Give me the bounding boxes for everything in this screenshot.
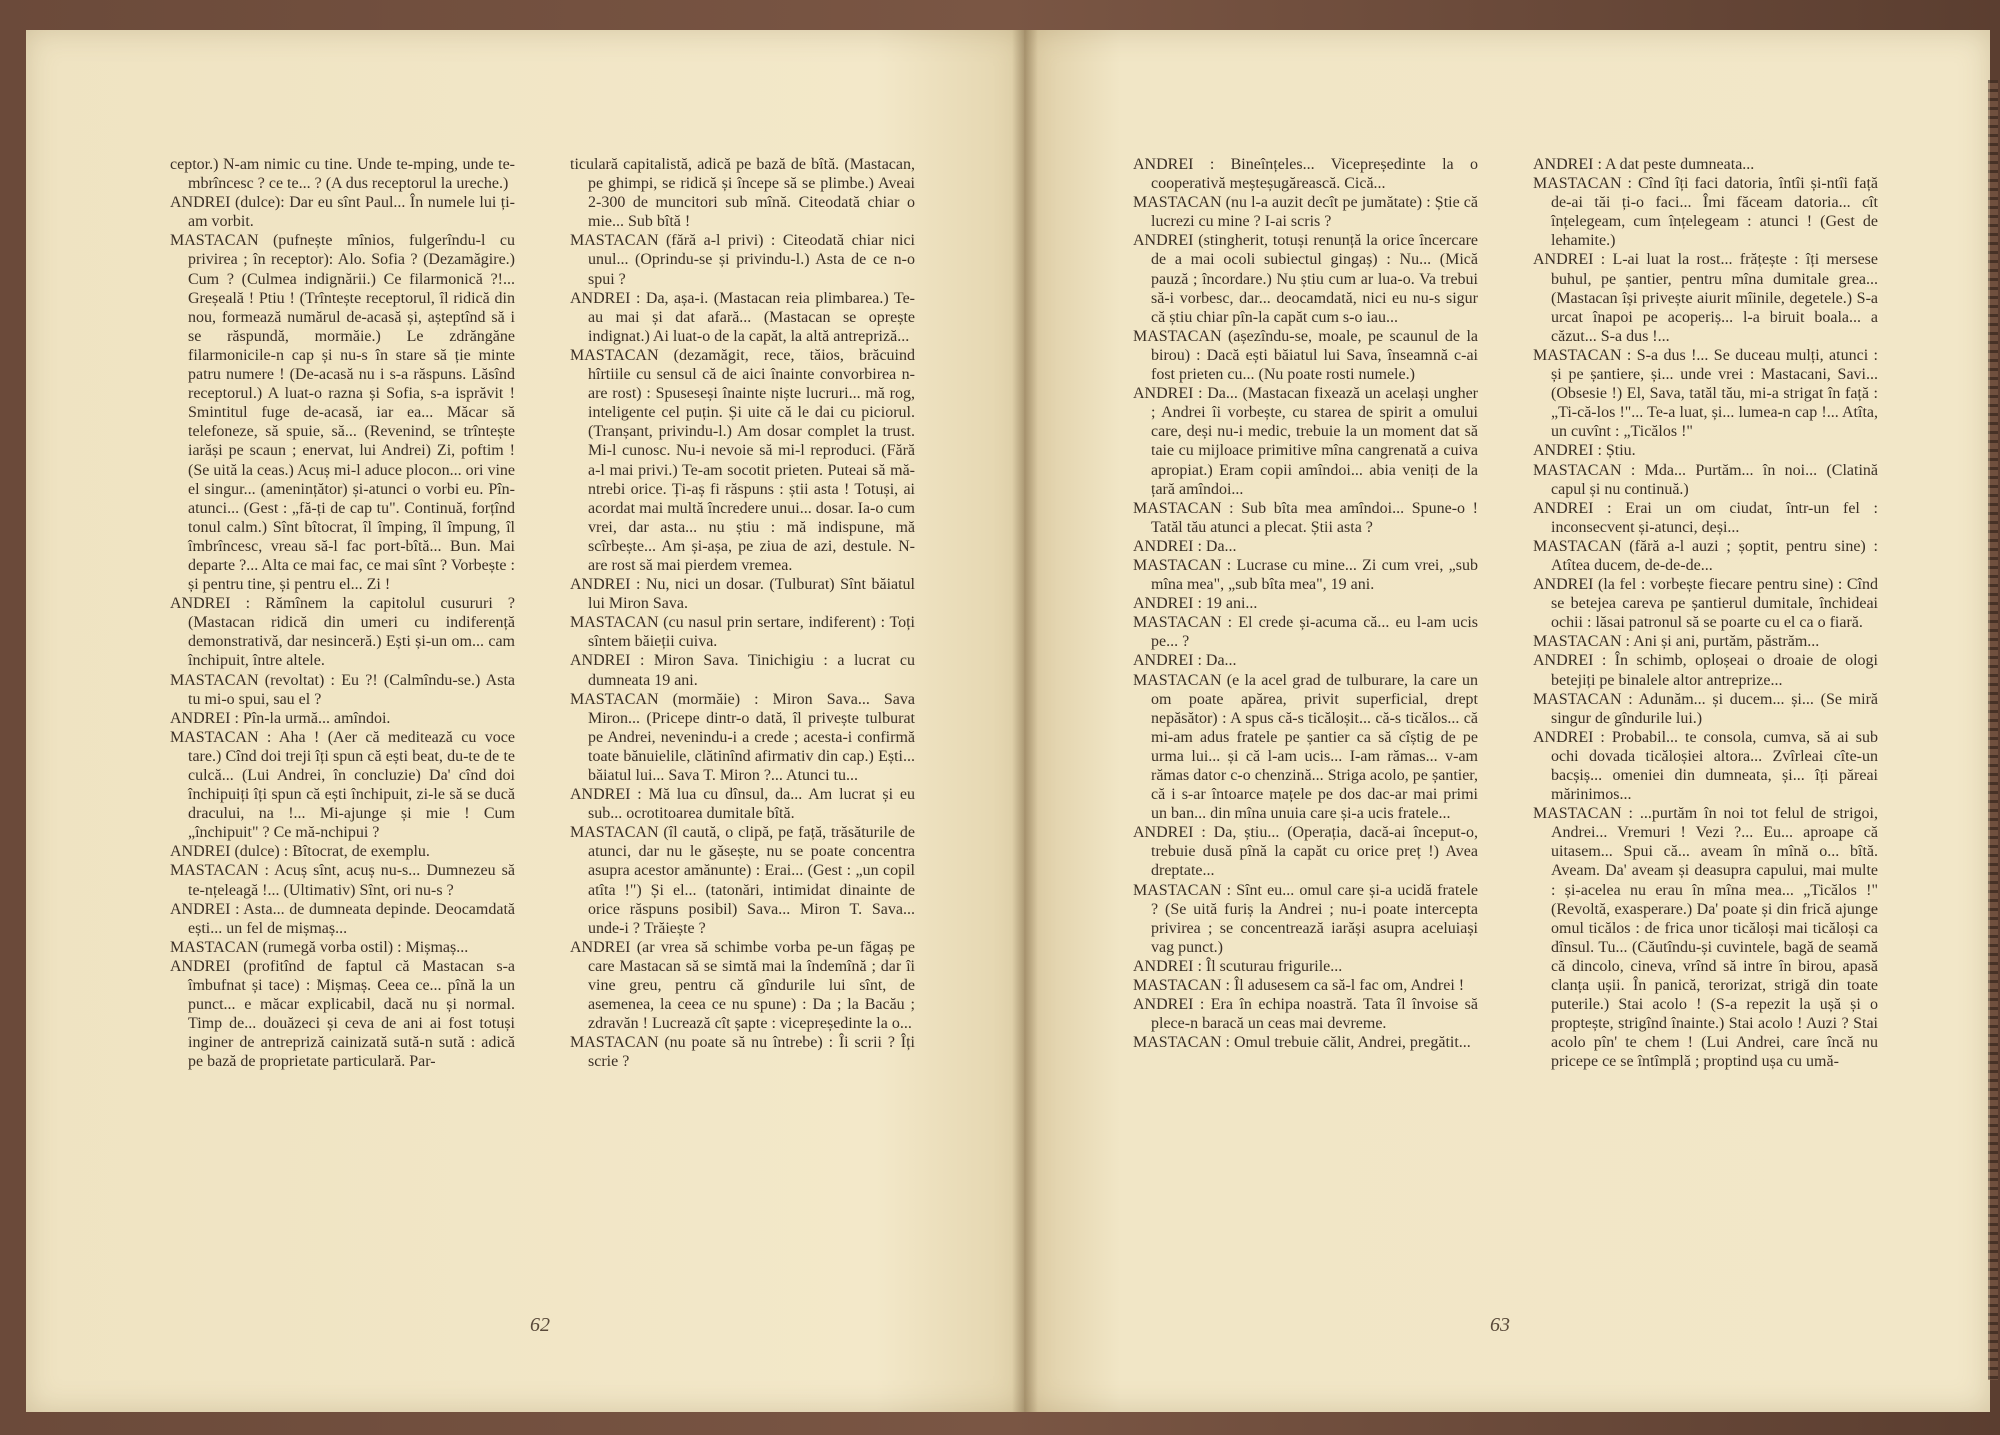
- paragraph: ANDREI : Da, știu... (Operația, dacă-ai început-o, trebuie dusă pînă la capăt cu orice preț !) Avea dreptate...: [1133, 824, 1478, 880]
- paragraph: MASTACAN : Omul trebuie călit, Andrei, pregătit...: [1133, 1034, 1471, 1052]
- paragraph: ANDREI : Probabil... te consola, cumva, să ai sub ochi dovada ticăloșiei altora... Zvîrleai cîte-un bacșiș... omeniei din dumneata, și... îți păreai mărinimos...: [1533, 728, 1878, 804]
- paragraph: MASTACAN (pufnește mînios, fulgerîndu-l cu privirea ; în receptor): Alo. Sofia ? (Dezamăgire.) Cum ? (Culmea indignării.) Ce filarmonică ?!... Greșeală ! Ptiu ! (Trîntește receptorul, îl ridică din nou, formează numărul de-acasă și, așteptînd să i se răspundă, mormăie.) Le zdrăngăne filarmonicile-n cap și nu-s în stare să ție minte patru numere ! (De-acasă nu i s-a răspuns. Lăsînd receptorul.) A luat-o razna și Sofia, s-a isprăvit ! Smintitul fuge de-acasă, iar ea... Măcar să telefoneze, să spuie, să... (Revenind, se trîntește iarăși pe scaun ; enervat, lui Andrei) Zi, poftim ! (Se uită la ceas.) Acuș mi-l aduce plocon... ori vine el singur... (amenințător) și-atunci o vorbi eu. Pîn-atunci... (Gest : „fă-ți de cap tu". Continuă, forțînd tonul calm.) Sînt bîtocrat, îl împing, îl împung, îl îmbrîncesc, vreau să-l fac port-bîtă... Bun. Mai departe ?... Alta ce mai fac, ce mai sînt ? Vorbește : și pentru tine, și pentru el... Zi !: [170, 232, 515, 594]
- paragraph: ANDREI : Pîn-la urmă... amîndoi.: [170, 709, 391, 727]
- paragraph: ANDREI : Miron Sava. Tinichigiu : a lucrat cu dumneata 19 ani.: [570, 652, 915, 689]
- paragraph: MASTACAN (nu poate să nu întrebe) : Îi scrii ? Îți scrie ?: [570, 1034, 915, 1071]
- paragraph: ANDREI : Asta... de dumneata depinde. Deocamdată ești... un fel de mișmaș...: [170, 900, 515, 937]
- left-page-column-1: [170, 155, 515, 1072]
- paragraph: MASTACAN : Adunăm... și ducem... și... (Se miră singur de gîndurile lui.): [1533, 690, 1878, 727]
- paragraph: ANDREI (ar vrea să schimbe vorba pe-un făgaș pe care Mastacan să se simtă mai la îndemînă ; dar îi vine greu, pentru că gîndurile lui sînt, de asemenea, la ceea ce nu spune) : Da ; la Bacău ; zdravăn ! Lucrează cît șapte : vicepreședinte la o...: [570, 938, 915, 1033]
- paragraph: MASTACAN : Sub bîta mea amîndoi... Spune-o ! Tatăl tău atunci a plecat. Știi asta ?: [1133, 499, 1478, 536]
- left-page-column-2: [570, 155, 915, 1072]
- paragraph: MASTACAN : Aha ! (Aer că meditează cu voce tare.) Cînd doi treji îți spun că ești beat, du-te de te culcă... (Lui Andrei, în concluzie) Da' cînd doi închipuiți îți spun că ești închipuit, zi-le să se ducă dracului, na !... Mi-ajunge și mie ! Cum „închipuit" ? Ce mă-nchipui ?: [170, 728, 515, 842]
- right-page-column-1: [1133, 155, 1478, 1052]
- paragraph: ANDREI : Da... (Mastacan fixează un același ungher ; Andrei îi vorbește, cu starea de spirit a omului care, deși nu-i medic, trebuie la un moment dat să taie cu mijloace primitive mîna cangrenată a cuiva apropiat.) Eram copii amîndoi... abia veniți de la țară amîndoi...: [1133, 385, 1478, 498]
- paragraph: MASTACAN : S-a dus !... Se duceau mulți, atunci : și pe șantiere, și... unde vrei : Mastacani, Savi... (Obsesie !) El, Sava, tatăl tău, mi-a strigat în față : „Ti-că-los !"... Te-a luat, și... lumea-n cap !... Atîta, un cuvînt : „Ticălos !": [1533, 346, 1878, 441]
- paragraph: ANDREI (stingherit, totuși renunță la orice încercare de a mai ocoli subiectul gingaș) : Nu... (Mică pauză ; încordare.) Nu știu cum ar lua-o. Va trebui să-i vorbesc, dar... deocamdată, nici eu nu-s sigur că știu chiar pîn-la capăt cum s-o iau...: [1133, 232, 1478, 326]
- paragraph: ANDREI : Știu.: [1533, 442, 1636, 460]
- book-gutter: [1012, 30, 1038, 1412]
- page-number-left: 62: [530, 1314, 550, 1336]
- paragraph: MASTACAN (îl caută, o clipă, pe față, trăsăturile de atunci, dar nu le găsește, nu se poate concentra asupra acestor amănunte) : Erai... (Gest : „un copil atîta !") Și el... (tatonări, intimidat dinainte de orice răspuns posibil) Sava... Miron T. Sava... unde-i ? Trăiește ?: [570, 824, 915, 937]
- page-edge: [1988, 80, 1998, 1380]
- page-number-right: 63: [1490, 1314, 1510, 1336]
- paragraph: MASTACAN (dezamăgit, rece, tăios, brăcuind hîrtiile cu sensul că de aici înainte convorbirea n-are rost) : Spuseseși înainte niște lucruri... mă rog, inteligente cel puțin. Și uite că le dai cu piciorul. (Tranșant, privindu-l.) Am dosar complet la trust. Mi-l cunosc. Nu-i nevoie să mi-l reproduci. (Fără a-l mai privi.) Te-am socotit prieten. Puteai să mă-ntrebi orice. Ți-aș fi răspuns : știi asta ! Totuși, ai acordat mai multă încredere unui... dosar. Ia-o cum vrei, dar asta... nu știu : mă indispune, mă scîrbește... Am și-așa, pe ziua de azi, destule. N-are rost să mai pierdem vremea.: [570, 346, 915, 574]
- paragraph: MASTACAN : ...purtăm în noi tot felul de strigoi, Andrei... Vremuri ! Vezi ?... Eu... aproape că uitasem... Spui că... aveam în mînă o... bîtă. Aveam. Da' aveam și deasupra capului, mai multe : și-acelea nu erau în mîna mea... „Ticălos !" (Revoltă, exasperare.) Da' poate și din frică ajunge omul ticălos : de frica unor ticăloși mai ticăloși ca dînsul. Tu... (Căutîndu-și cuvintele, bagă de seamă că dincolo, cineva, vrînd să intre în birou, apasă clanța ușii. În panică, terorizat, strigă din toate puterile.) Stai acolo ! (S-a repezit la ușă și o proptește, strigînd înainte.) Stai acolo ! Auzi ? Stai acolo pîn' te chem ! (Lui Andrei, care încă nu pricepe ce se întîmplă ; proptind ușa cu umă-: [1533, 805, 1878, 1071]
- paragraph: ANDREI : Da, așa-i. (Mastacan reia plimbarea.) Te-au mai și dat afară... (Mastacan se oprește indignat.) Ai luat-o de la capăt, la altă antrepriză...: [570, 289, 915, 345]
- paragraph: MASTACAN : Acuș sînt, acuș nu-s... Dumnezeu să te-nțeleagă !... (Ultimativ) Sînt, ori nu-s ?: [170, 862, 515, 899]
- paragraph: ANDREI : Rămînem la capitolul cusururi ? (Mastacan ridică din umeri cu indiferență demonstrativă, dar nesinceră.) Ești și-un om... cam închipuit, între altele.: [170, 595, 515, 670]
- paragraph: ANDREI : Da...: [1133, 652, 1237, 670]
- paragraph: ANDREI : Era în echipa noastră. Tata îl învoise să plece-n baracă un ceas mai devreme.: [1133, 996, 1478, 1033]
- paragraph: ANDREI : În schimb, oploșeai o droaie de ologi betejiți pe binalele altor antreprize...: [1533, 652, 1878, 689]
- right-page-column-2: [1533, 155, 1878, 1072]
- paragraph: MASTACAN : Sînt eu... omul care și-a ucidă fratele ? (Se uită furiș la Andrei ; nu-i poate intercepta privirea ; se concentrează iarăși asupra aceluiași vag punct.): [1133, 881, 1478, 956]
- paragraph: ANDREI : Mă lua cu dînsul, da... Am lucrat și eu sub... ocrotitoarea dumitale bîtă.: [570, 786, 915, 823]
- paragraph: ANDREI (dulce): Dar eu sînt Paul... În numele lui ți-am vorbit.: [170, 194, 515, 231]
- paragraph: ANDREI : Erai un om ciudat, într-un fel : inconsecvent și-atunci, deși...: [1533, 499, 1878, 536]
- paragraph: MASTACAN : Ani și ani, purtăm, păstrăm...: [1533, 633, 1820, 651]
- paragraph: MASTACAN (nu l-a auzit decît pe jumătate) : Știe că lucrezi cu mine ? I-ai scris ?: [1133, 194, 1478, 231]
- paragraph: ANDREI (profitînd de faptul că Mastacan s-a îmbufnat și tace) : Mișmaș. Ceea ce... pînă la un punct... e măcar explicabil, dacă nu și normal. Timp de... douăzeci și ceva de ani ai fost totuși inginer de antrepriză cainizată sută-n sută : adică pe bază de proprietate particulară. Par-: [170, 957, 515, 1071]
- paragraph: ANDREI : 19 ani...: [1133, 595, 1258, 613]
- paragraph: ANDREI (la fel : vorbește fiecare pentru sine) : Cînd se betejea careva pe șantierul dumitale, închideai ochii : lăsai patronul să se poarte cu el ca o fiară.: [1533, 576, 1878, 632]
- paragraph: ANDREI (dulce) : Bîtocrat, de exemplu.: [170, 843, 430, 861]
- paragraph: MASTACAN (fără a-l privi) : Citeodată chiar nici unul... (Oprindu-se și privindu-l.) Asta de ce n-o spui ?: [570, 232, 915, 288]
- paragraph: ANDREI : Nu, nici un dosar. (Tulburat) Sînt băiatul lui Miron Sava.: [570, 576, 915, 613]
- paragraph: MASTACAN (rumegă vorba ostil) : Mișmaș...: [170, 938, 469, 956]
- paragraph: MASTACAN (revoltat) : Eu ?! (Calmîndu-se.) Asta tu mi-o spui, sau el ?: [170, 671, 515, 708]
- paragraph: ANDREI : L-ai luat la rost... frățește : îți mersese buhul, pe șantier, pentru mîna dumitale grea... (Mastacan își privește aiurit mîinile, degetele.) S-a urcat înapoi pe acoperiș... l-a biruit boala... a căzut... S-a dus !...: [1533, 251, 1878, 345]
- paragraph: MASTACAN (fără a-l auzi ; șoptit, pentru sine) : Atîtea ducem, de-de-de...: [1533, 537, 1878, 574]
- paragraph: MASTACAN : Cînd îți faci datoria, întîi și-ntîi față de-ai tăi ți-o faci... Îmi făceam datoria... cît înțelegeam, cum înțelegeam : atunci ! (Gest de lehamite.): [1533, 175, 1878, 250]
- paragraph: MASTACAN : Mda... Purtăm... în noi... (Clatină capul și nu continuă.): [1533, 461, 1878, 498]
- paragraph: MASTACAN (e la acel grad de tulburare, la care un om poate apărea, privit superficial, drept nepăsător) : A spus că-s ticăloșit... că-s ticălos... că mi-am adus fratele pe șantier ca să cîștig de pe urma lui... și că l-am ucis... I-am rămas... v-am rămas dator c-o chenzină... Striga acolo, pe șantier, că i s-ar întoarce mațele pe dos dac-ar mai primi un ban... din mîna unuia care și-a ucis fratele...: [1133, 671, 1478, 823]
- paragraph: MASTACAN (mormăie) : Miron Sava... Sava Miron... (Pricepe dintr-o dată, îl privește tulburat pe Andrei, nevenindu-i a crede ; acesta-i confirmă toate bănuielile, clătinînd afirmativ din cap.) Ești... băiatul lui... Sava T. Miron ?... Atunci tu...: [570, 690, 915, 784]
- paragraph: ceptor.) N-am nimic cu tine. Unde te-mping, unde te-mbrîncesc ? ce te... ? (A dus receptorul la ureche.): [170, 156, 515, 193]
- paragraph: ANDREI : Îl scuturau frigurile...: [1133, 957, 1343, 975]
- paragraph: ANDREI : Da...: [1133, 537, 1237, 555]
- paragraph: MASTACAN : Lucrase cu mine... Zi cum vrei, „sub mîna mea", „sub bîta mea", 19 ani.: [1133, 556, 1478, 594]
- paragraph: MASTACAN : El crede și-acuma că... eu l-am ucis pe... ?: [1133, 614, 1478, 651]
- paragraph: MASTACAN : Îl adusesem ca să-l fac om, Andrei !: [1133, 977, 1465, 995]
- paragraph: MASTACAN (așezîndu-se, moale, pe scaunul de la birou) : Dacă ești băiatul lui Sava, înseamnă c-ai fost prieten cu... (Nu poate rosti numele.): [1133, 327, 1478, 384]
- paragraph: ticulară capitalistă, adică pe bază de bîtă. (Mastacan, pe ghimpi, se ridică și începe să se plimbe.) Aveai 2-300 de muncitori sub mînă. Citeodată chiar o mie... Sub bîtă !: [570, 156, 915, 231]
- paragraph: ANDREI : Bineînțeles... Vicepreședinte la o cooperativă meșteșugărească. Cică...: [1133, 156, 1478, 193]
- paragraph: MASTACAN (cu nasul prin sertare, indiferent) : Toți sîntem băieții cuiva.: [570, 614, 915, 651]
- paragraph: ANDREI : A dat peste dumneata...: [1533, 156, 1755, 173]
